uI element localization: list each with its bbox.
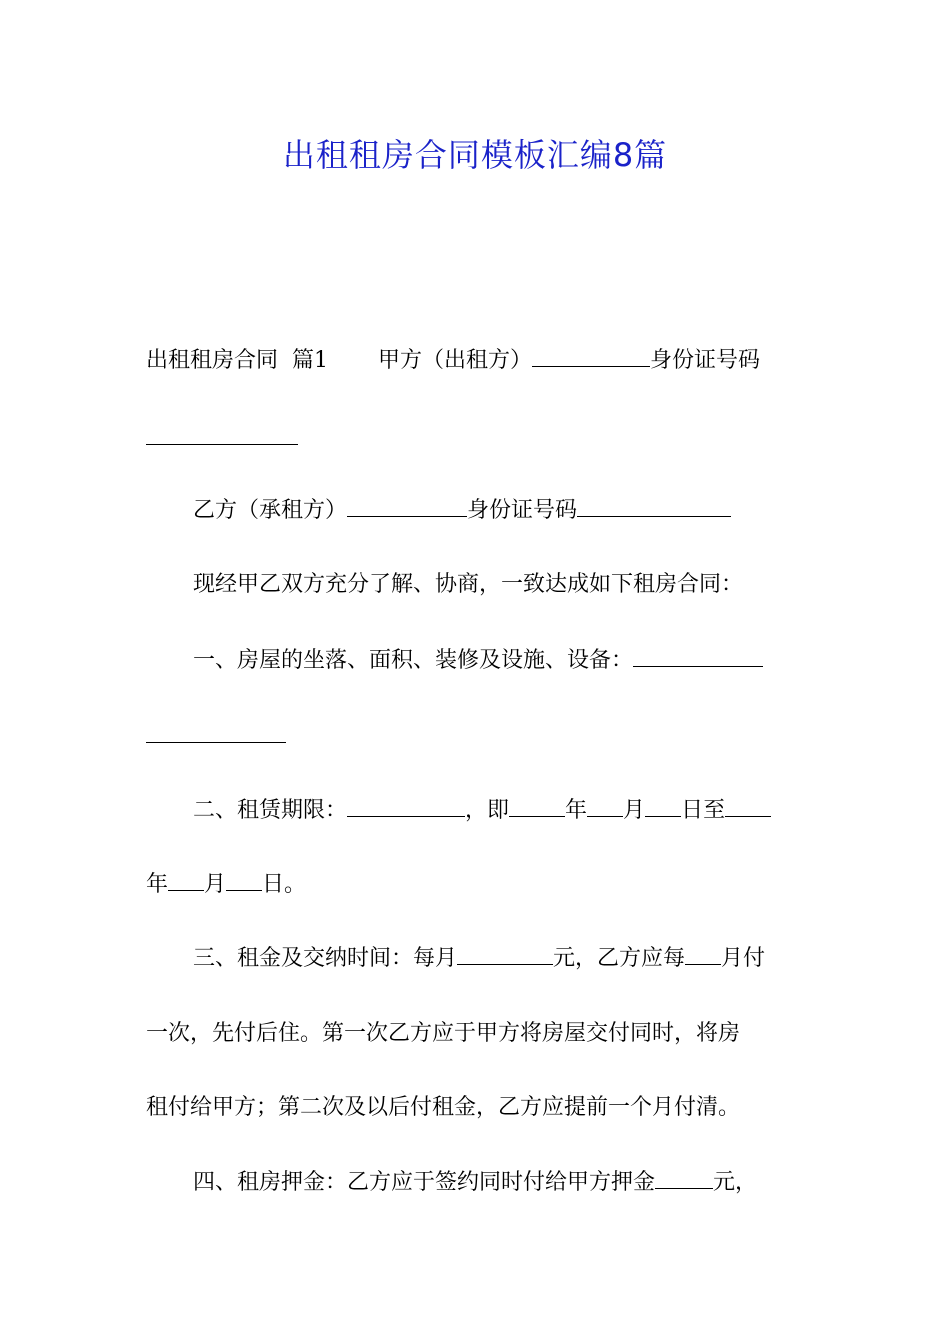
blank-field	[655, 1168, 713, 1189]
blank-field	[347, 796, 465, 817]
paragraph-line: 年 月 日。	[146, 872, 307, 897]
paragraph-line: 三、租金及交纳时间：每月 元，乙方应每 月付	[193, 946, 766, 971]
paragraph-line: 一、房屋的坐落、面积、装修及设施、设备：	[193, 646, 763, 675]
blank-field	[146, 424, 298, 445]
blank-field	[645, 796, 681, 817]
blank-field	[509, 796, 565, 817]
blank-field	[168, 870, 204, 891]
paragraph-line	[146, 722, 286, 751]
blank-field	[633, 646, 763, 667]
document-title: 出租租房合同模板汇编8篇	[282, 136, 668, 174]
paragraph-line: 乙方（承租方） 身份证号码	[193, 496, 731, 525]
blank-field	[146, 722, 286, 743]
paragraph-line: 二、租赁期限： ，即 年 月 日至	[193, 796, 771, 825]
paragraph-line: 一次，先付后住。第一次乙方应于甲方将房屋交付同时，将房	[146, 1021, 741, 1046]
blank-field	[347, 496, 467, 517]
blank-field	[725, 796, 771, 817]
paragraph-line: 出租租房合同 篇1 甲方（出租方） 身份证号码	[146, 348, 761, 373]
blank-field	[226, 870, 262, 891]
paragraph-line	[146, 424, 298, 453]
paragraph-line: 现经甲乙双方充分了解、协商，一致达成如下租房合同：	[193, 572, 744, 597]
blank-field	[685, 944, 721, 965]
contract-heading: 出租租房合同 篇1	[146, 348, 328, 373]
blank-field	[532, 346, 650, 367]
paragraph-line: 四、租房押金：乙方应于签约同时付给甲方押金 元，	[193, 1170, 758, 1195]
paragraph-line: 租付给甲方；第二次及以后付租金，乙方应提前一个月付清。	[146, 1095, 741, 1120]
blank-field	[577, 496, 731, 517]
blank-field	[457, 944, 553, 965]
blank-field	[587, 796, 623, 817]
